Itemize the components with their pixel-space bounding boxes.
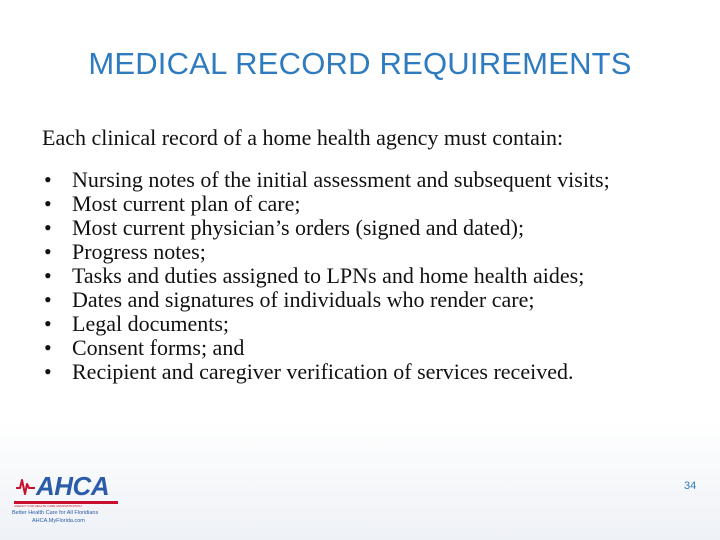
caduceus-icon [14,474,36,496]
bullet-item: • Progress notes; [42,240,682,264]
bullet-item: • Dates and signatures of individuals who render care; [42,288,682,312]
bullet-item: • Tasks and duties assigned to LPNs and home health aides; [42,264,682,288]
intro-text: Each clinical record of a home health agency must contain: [42,125,564,150]
bullet-item: • Most current plan of care; [42,192,682,216]
bullet-list [42,168,682,384]
ahca-logo [8,468,126,536]
bullet-item: • Legal documents; [42,312,682,336]
bullet-item: • Nursing notes of the initial assessment and subsequent visits; [42,168,682,192]
bullet-item: • Most current physician’s orders (signed and dated); [42,216,682,240]
logo-website: AHCA.MyFlorida.com [32,518,85,524]
slide-title: MEDICAL RECORD REQUIREMENTS [88,46,632,81]
logo-wordmark: AHCA [36,471,110,501]
page-number: 34 [684,480,697,492]
bullet-item: • Recipient and caregiver verification of services received. [42,360,682,384]
logo-tagline: Better Health Care for All Floridians [12,510,99,516]
bullet-item: • Consent forms; and [42,336,682,360]
logo-small-text: AGENCY FOR HEALTH CARE ADMINISTRATION [14,504,82,508]
